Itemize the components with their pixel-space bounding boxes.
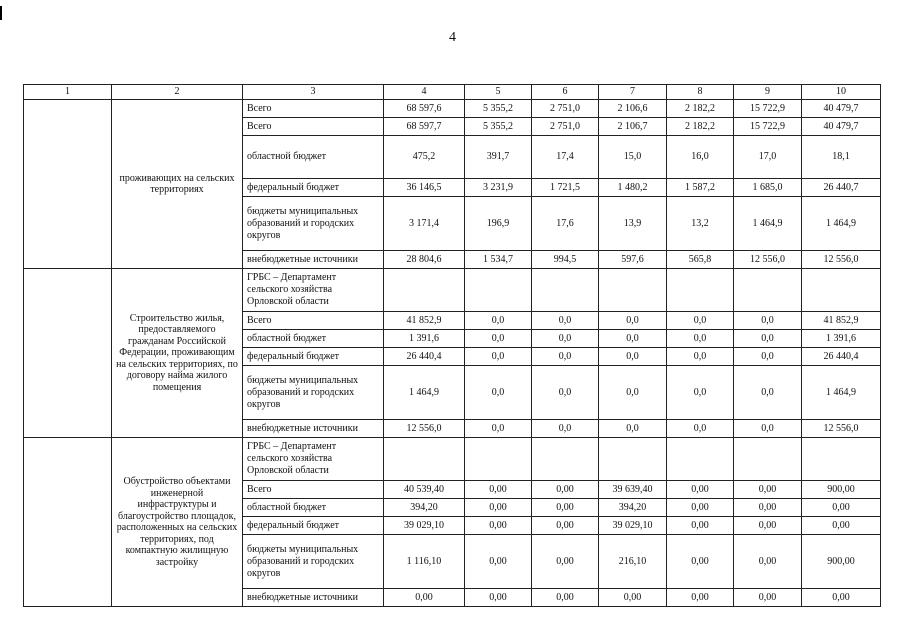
amount-cell: 1 721,5 xyxy=(532,179,599,197)
amount-cell: 0,0 xyxy=(667,420,734,438)
amount-cell: 13,2 xyxy=(667,197,734,251)
funding-source: Всего xyxy=(243,100,384,118)
amount-cell: 0,0 xyxy=(667,312,734,330)
page-number: 4 xyxy=(449,30,456,45)
amount-cell: 1 587,2 xyxy=(667,179,734,197)
amount-cell xyxy=(532,269,599,312)
amount-cell: 0,00 xyxy=(532,589,599,607)
amount-cell: 394,20 xyxy=(599,499,667,517)
amount-cell xyxy=(384,269,465,312)
amount-cell: 0,0 xyxy=(465,366,532,420)
amount-cell: 5 355,2 xyxy=(465,100,532,118)
amount-cell: 597,6 xyxy=(599,251,667,269)
amount-cell: 0,0 xyxy=(532,420,599,438)
amount-cell xyxy=(802,438,881,481)
funding-source: федеральный бюджет xyxy=(243,517,384,535)
amount-cell: 5 355,2 xyxy=(465,118,532,136)
amount-cell: 36 146,5 xyxy=(384,179,465,197)
amount-cell: 0,00 xyxy=(532,481,599,499)
amount-cell: 0,00 xyxy=(734,481,802,499)
amount-cell: 12 556,0 xyxy=(384,420,465,438)
amount-cell: 68 597,7 xyxy=(384,118,465,136)
amount-cell: 68 597,6 xyxy=(384,100,465,118)
amount-cell xyxy=(599,438,667,481)
funding-source: областной бюджет xyxy=(243,330,384,348)
amount-cell: 40 479,7 xyxy=(802,100,881,118)
amount-cell: 0,00 xyxy=(465,517,532,535)
col-header: 10 xyxy=(802,85,881,100)
amount-cell: 475,2 xyxy=(384,136,465,179)
amount-cell: 41 852,9 xyxy=(802,312,881,330)
col-header: 1 xyxy=(24,85,112,100)
amount-cell: 0,0 xyxy=(532,348,599,366)
amount-cell: 0,0 xyxy=(465,348,532,366)
amount-cell: 0,0 xyxy=(599,348,667,366)
amount-cell: 41 852,9 xyxy=(384,312,465,330)
amount-cell: 0,00 xyxy=(532,535,599,589)
amount-cell: 13,9 xyxy=(599,197,667,251)
amount-cell: 16,0 xyxy=(667,136,734,179)
amount-cell: 0,00 xyxy=(802,589,881,607)
amount-cell: 2 751,0 xyxy=(532,118,599,136)
amount-cell: 0,00 xyxy=(465,481,532,499)
amount-cell: 0,00 xyxy=(802,517,881,535)
amount-cell: 0,0 xyxy=(465,330,532,348)
amount-cell: 3 231,9 xyxy=(465,179,532,197)
activity-description: Обустройство объектами инженерной инфраструктуры и благоустройство площадок, расположенных на сельских территориях, под компактную жилищную застройку xyxy=(112,438,243,607)
amount-cell: 565,8 xyxy=(667,251,734,269)
activity-description: проживающих на сельских территориях xyxy=(112,100,243,269)
table-body xyxy=(24,100,881,607)
amount-cell: 0,00 xyxy=(465,535,532,589)
amount-cell: 15 722,9 xyxy=(734,100,802,118)
amount-cell: 39 029,10 xyxy=(384,517,465,535)
funding-source: федеральный бюджет xyxy=(243,348,384,366)
amount-cell: 196,9 xyxy=(465,197,532,251)
amount-cell: 0,0 xyxy=(734,330,802,348)
funding-source: бюджеты муниципальных образований и городских округов xyxy=(243,197,384,251)
funding-source: Всего xyxy=(243,118,384,136)
amount-cell: 0,00 xyxy=(384,589,465,607)
amount-cell: 0,00 xyxy=(532,499,599,517)
amount-cell: 3 171,4 xyxy=(384,197,465,251)
amount-cell: 0,0 xyxy=(532,330,599,348)
amount-cell xyxy=(465,269,532,312)
funding-source: внебюджетные источники xyxy=(243,420,384,438)
funding-source: бюджеты муниципальных образований и городских округов xyxy=(243,535,384,589)
amount-cell: 17,0 xyxy=(734,136,802,179)
amount-cell: 0,0 xyxy=(734,348,802,366)
activity-description: Строительство жилья, предоставляемого гражданам Российской Федерации, проживающим на сельских территориях, по договору найма жилого помещения xyxy=(112,269,243,438)
amount-cell: 216,10 xyxy=(599,535,667,589)
col-header: 7 xyxy=(599,85,667,100)
amount-cell: 0,00 xyxy=(532,517,599,535)
funding-source: Всего xyxy=(243,312,384,330)
amount-cell: 15,0 xyxy=(599,136,667,179)
amount-cell: 1 464,9 xyxy=(384,366,465,420)
amount-cell: 394,20 xyxy=(384,499,465,517)
header-row xyxy=(24,85,881,100)
amount-cell: 26 440,4 xyxy=(384,348,465,366)
amount-cell: 994,5 xyxy=(532,251,599,269)
amount-cell: 26 440,4 xyxy=(802,348,881,366)
amount-cell: 0,00 xyxy=(465,589,532,607)
amount-cell: 17,4 xyxy=(532,136,599,179)
amount-cell: 1 116,10 xyxy=(384,535,465,589)
row-number-cell xyxy=(24,438,112,607)
amount-cell: 0,0 xyxy=(667,330,734,348)
amount-cell: 12 556,0 xyxy=(734,251,802,269)
amount-cell: 0,0 xyxy=(465,420,532,438)
amount-cell: 17,6 xyxy=(532,197,599,251)
budget-table xyxy=(23,84,881,607)
amount-cell xyxy=(532,438,599,481)
amount-cell xyxy=(802,269,881,312)
amount-cell: 1 685,0 xyxy=(734,179,802,197)
amount-cell: 2 751,0 xyxy=(532,100,599,118)
amount-cell: 2 106,6 xyxy=(599,100,667,118)
page-edge-mark xyxy=(0,6,2,20)
amount-cell: 1 480,2 xyxy=(599,179,667,197)
row-number-cell xyxy=(24,100,112,269)
amount-cell: 0,00 xyxy=(667,589,734,607)
table-row xyxy=(24,100,881,118)
amount-cell: 1 391,6 xyxy=(802,330,881,348)
col-header: 9 xyxy=(734,85,802,100)
amount-cell: 1 464,9 xyxy=(734,197,802,251)
amount-cell: 0,00 xyxy=(734,589,802,607)
amount-cell xyxy=(667,269,734,312)
amount-cell: 0,00 xyxy=(734,499,802,517)
amount-cell: 0,00 xyxy=(667,517,734,535)
col-header: 8 xyxy=(667,85,734,100)
amount-cell: 0,00 xyxy=(734,535,802,589)
table-row xyxy=(24,269,881,312)
col-header: 2 xyxy=(112,85,243,100)
amount-cell xyxy=(734,269,802,312)
col-header: 5 xyxy=(465,85,532,100)
amount-cell: 26 440,7 xyxy=(802,179,881,197)
amount-cell: 900,00 xyxy=(802,535,881,589)
funding-source: Всего xyxy=(243,481,384,499)
amount-cell: 0,0 xyxy=(667,366,734,420)
amount-cell: 0,00 xyxy=(667,481,734,499)
amount-cell: 0,0 xyxy=(734,420,802,438)
funding-source: областной бюджет xyxy=(243,136,384,179)
row-number-cell xyxy=(24,269,112,438)
amount-cell: 0,00 xyxy=(465,499,532,517)
amount-cell: 391,7 xyxy=(465,136,532,179)
amount-cell: 1 391,6 xyxy=(384,330,465,348)
amount-cell: 28 804,6 xyxy=(384,251,465,269)
funding-source: ГРБС – Департамент сельского хозяйства Орловской области xyxy=(243,269,384,312)
col-header: 6 xyxy=(532,85,599,100)
funding-source: бюджеты муниципальных образований и городских округов xyxy=(243,366,384,420)
amount-cell: 40 539,40 xyxy=(384,481,465,499)
amount-cell: 18,1 xyxy=(802,136,881,179)
amount-cell: 1 464,9 xyxy=(802,197,881,251)
funding-source: ГРБС – Департамент сельского хозяйства Орловской области xyxy=(243,438,384,481)
amount-cell: 2 182,2 xyxy=(667,100,734,118)
funding-source: внебюджетные источники xyxy=(243,251,384,269)
amount-cell: 0,0 xyxy=(734,312,802,330)
amount-cell: 0,00 xyxy=(667,499,734,517)
amount-cell: 12 556,0 xyxy=(802,420,881,438)
amount-cell: 1 534,7 xyxy=(465,251,532,269)
amount-cell: 0,00 xyxy=(667,535,734,589)
amount-cell: 39 029,10 xyxy=(599,517,667,535)
amount-cell: 0,0 xyxy=(599,330,667,348)
amount-cell xyxy=(734,438,802,481)
funding-source: внебюджетные источники xyxy=(243,589,384,607)
amount-cell: 0,0 xyxy=(667,348,734,366)
funding-source: федеральный бюджет xyxy=(243,179,384,197)
amount-cell: 40 479,7 xyxy=(802,118,881,136)
amount-cell: 0,0 xyxy=(532,312,599,330)
amount-cell: 0,00 xyxy=(734,517,802,535)
amount-cell: 39 639,40 xyxy=(599,481,667,499)
table-row xyxy=(24,438,881,481)
amount-cell: 0,0 xyxy=(599,366,667,420)
col-header: 3 xyxy=(243,85,384,100)
amount-cell: 0,0 xyxy=(532,366,599,420)
amount-cell xyxy=(599,269,667,312)
amount-cell: 0,0 xyxy=(734,366,802,420)
amount-cell: 12 556,0 xyxy=(802,251,881,269)
amount-cell: 15 722,9 xyxy=(734,118,802,136)
amount-cell: 2 182,2 xyxy=(667,118,734,136)
amount-cell: 0,0 xyxy=(599,312,667,330)
col-header: 4 xyxy=(384,85,465,100)
amount-cell xyxy=(465,438,532,481)
amount-cell: 900,00 xyxy=(802,481,881,499)
amount-cell: 1 464,9 xyxy=(802,366,881,420)
funding-source: областной бюджет xyxy=(243,499,384,517)
amount-cell xyxy=(667,438,734,481)
amount-cell: 0,00 xyxy=(599,589,667,607)
amount-cell xyxy=(384,438,465,481)
amount-cell: 0,00 xyxy=(802,499,881,517)
amount-cell: 2 106,7 xyxy=(599,118,667,136)
amount-cell: 0,0 xyxy=(599,420,667,438)
amount-cell: 0,0 xyxy=(465,312,532,330)
